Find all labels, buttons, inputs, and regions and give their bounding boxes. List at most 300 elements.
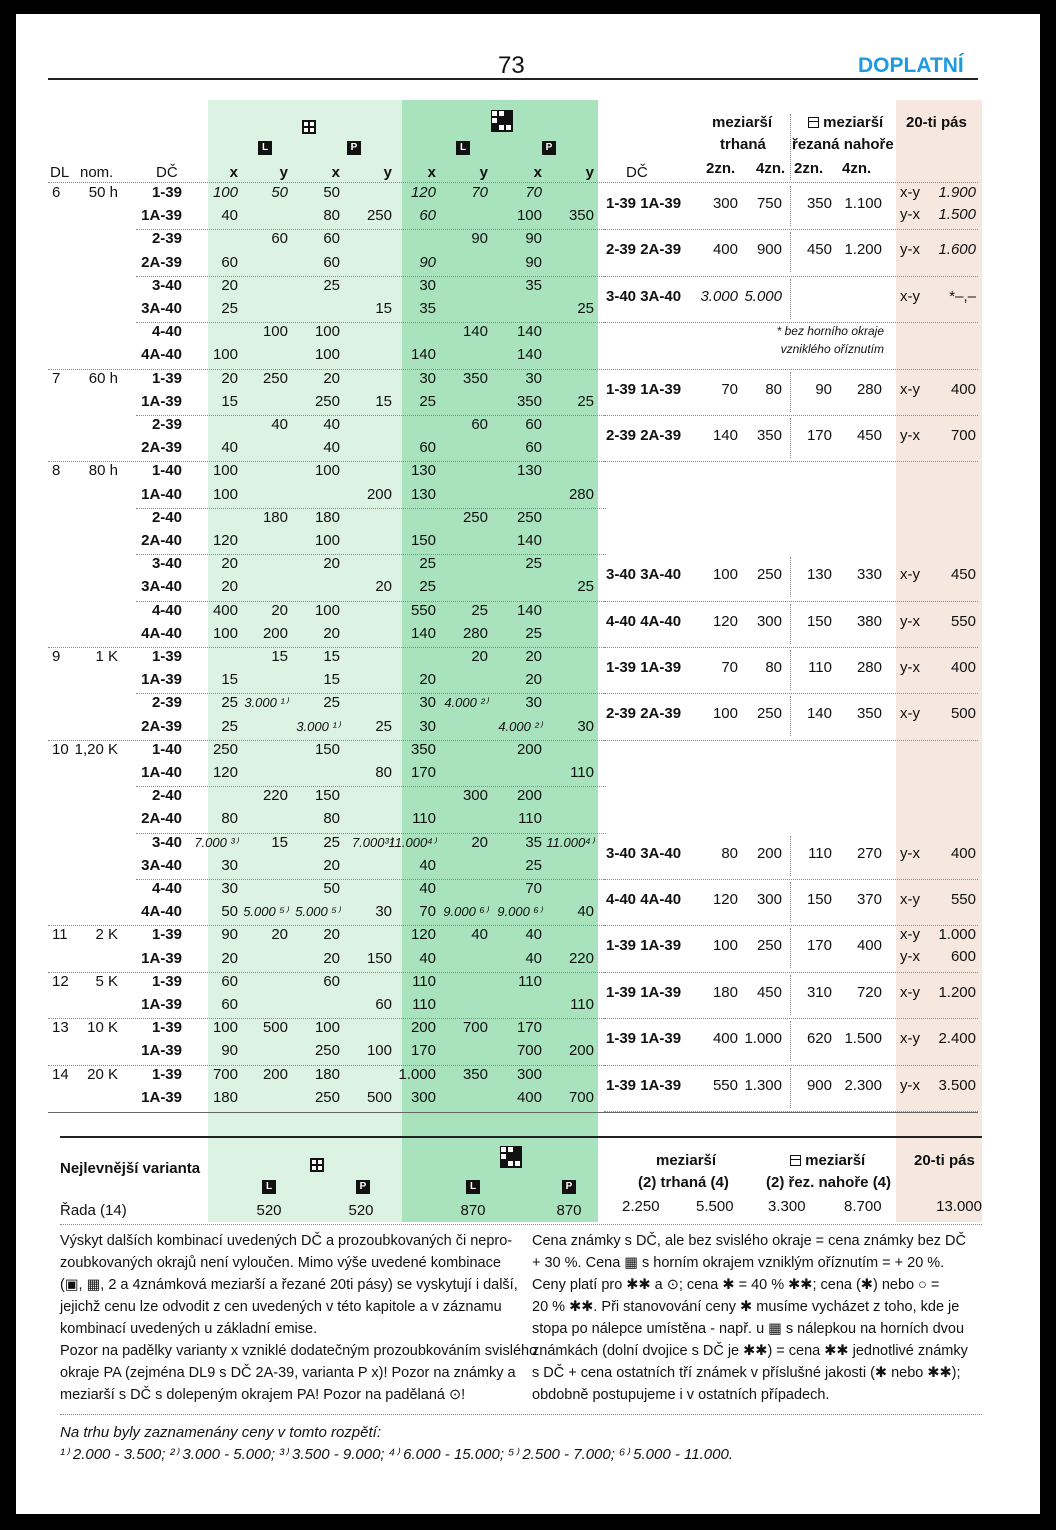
right-row-rule bbox=[604, 647, 978, 648]
right-dc: 2-39 2A-39 bbox=[606, 241, 682, 259]
right-margin-icon: P bbox=[562, 1180, 576, 1194]
cell-value: 30 bbox=[419, 694, 436, 712]
cell-value: 4.000 ²⁾ bbox=[498, 718, 542, 734]
cell-value: 80 bbox=[375, 764, 392, 781]
cheapest-rez-2: (2) řez. nahoře (4) bbox=[766, 1174, 892, 1191]
right-margin-icon: P bbox=[356, 1180, 370, 1194]
row-nom: 80 h bbox=[88, 462, 118, 480]
pas-orientation: x-y bbox=[900, 184, 920, 201]
col-2zn-b: 2zn. bbox=[794, 160, 824, 177]
pas-value: 1.600 bbox=[938, 241, 976, 259]
right-dc: 1-39 1A-39 bbox=[606, 195, 682, 212]
col-4zn-b: 4zn. bbox=[842, 160, 872, 177]
cell-value: 140 bbox=[516, 601, 542, 619]
cell-value: 140 bbox=[410, 624, 436, 642]
cell-value: 100 bbox=[262, 323, 288, 341]
cell-value: 40 bbox=[323, 439, 340, 457]
row-dc: 2A-40 bbox=[141, 810, 182, 828]
cheapest-label: Nejlevnější varianta bbox=[60, 1160, 201, 1177]
cell-value: 60 bbox=[323, 253, 340, 271]
right-row-rule bbox=[604, 1018, 978, 1019]
cell-value: 25 bbox=[221, 694, 238, 712]
right-row-rule bbox=[604, 1065, 978, 1066]
cell-value: 20 bbox=[221, 555, 238, 573]
col-x: x bbox=[331, 164, 340, 181]
cell-value: 90 bbox=[525, 253, 542, 271]
note-line: jejichž cenu lze odvodit z cen uvedených v této kapitole a v záznamu bbox=[60, 1299, 502, 1315]
cell-value: 40 bbox=[525, 949, 542, 967]
rez-2zn-value: 450 bbox=[806, 241, 832, 259]
row-dc: 1A-40 bbox=[141, 764, 182, 781]
cell-value: 170 bbox=[516, 1019, 542, 1037]
mezi-2zn-value: 300 bbox=[712, 195, 738, 212]
right-divider bbox=[790, 882, 791, 922]
cell-value: 40 bbox=[271, 416, 288, 433]
cell-value: 180 bbox=[262, 508, 288, 526]
mezi-4zn-value: 450 bbox=[756, 983, 782, 1001]
right-dc: 4-40 4A-40 bbox=[606, 612, 682, 630]
cell-value: 25 bbox=[221, 717, 238, 735]
market-ranges: ¹⁾ 2.000 - 3.500; ²⁾ 3.000 - 5.000; ³⁾ 3.500 - 9.000; ⁴⁾ 6.000 - 15.000; ⁵⁾ 2.500 - 7.000; ⁶⁾ 5.000 - 11.000. bbox=[60, 1446, 733, 1463]
note-line: + 30 %. Cena ▦ s horním okrajem vzniklým oříznutím = + 20 %. bbox=[532, 1255, 945, 1271]
cell-value: 100 bbox=[314, 601, 340, 619]
rez-4zn-value: 330 bbox=[856, 566, 882, 584]
right-divider bbox=[790, 557, 791, 597]
right-divider bbox=[790, 186, 791, 226]
cheapest-m2: 2.250 bbox=[622, 1198, 660, 1215]
page-number: 73 bbox=[498, 52, 525, 79]
cell-value: 70 bbox=[525, 880, 542, 897]
cell-value: 700 bbox=[516, 1042, 542, 1060]
mezi-2zn-value: 80 bbox=[721, 844, 738, 862]
row-dc: 1-39 bbox=[151, 648, 182, 665]
cell-value: 550 bbox=[410, 601, 436, 619]
cell-value: 30 bbox=[419, 276, 436, 294]
cell-value: 50 bbox=[323, 880, 340, 897]
rez-2zn-value: 150 bbox=[806, 612, 832, 630]
cell-value: 60 bbox=[471, 416, 488, 433]
cell-value: 15 bbox=[271, 833, 288, 851]
pas-value: 400 bbox=[950, 380, 976, 398]
mezi-4zn-value: 1.300 bbox=[744, 1076, 782, 1094]
cell-value: 90 bbox=[419, 253, 436, 271]
gutter-pair-icon bbox=[808, 117, 819, 128]
note-line: obdobně postupujeme i v ostatních případech. bbox=[532, 1387, 830, 1403]
right-row-rule bbox=[604, 601, 978, 602]
cell-value: 140 bbox=[516, 532, 542, 549]
row-nom: 1 K bbox=[95, 648, 118, 665]
cell-value: 20 bbox=[221, 578, 238, 596]
cell-value: 20 bbox=[323, 856, 340, 874]
gutter-pair-icon bbox=[790, 1155, 801, 1166]
cell-value: 140 bbox=[516, 346, 542, 364]
cell-value: 150 bbox=[314, 740, 340, 758]
col-y: y bbox=[279, 164, 288, 181]
row-dl: 7 bbox=[52, 369, 61, 387]
pas-value: 700 bbox=[950, 427, 976, 444]
row-dl: 14 bbox=[52, 1065, 69, 1083]
mezi-title: meziarší bbox=[712, 114, 773, 131]
cell-value: 140 bbox=[462, 323, 488, 341]
cell-value: 40 bbox=[221, 207, 238, 225]
row-dc: 1-39 bbox=[151, 1065, 182, 1083]
mezi-4zn-value: 350 bbox=[756, 427, 782, 444]
cell-value: 180 bbox=[314, 508, 340, 526]
cheapest-r2: 3.300 bbox=[768, 1198, 806, 1215]
col-dc: DČ bbox=[156, 164, 178, 181]
mezi-rez-title bbox=[808, 114, 883, 132]
right-divider bbox=[790, 418, 791, 458]
pas-value: 1.000 bbox=[938, 926, 976, 944]
right-dc: 3-40 3A-40 bbox=[606, 844, 682, 862]
cell-value: 25 bbox=[323, 276, 340, 294]
row-dl: 11 bbox=[52, 926, 68, 944]
cell-value: 30 bbox=[221, 880, 238, 897]
rez-4zn-value: 380 bbox=[856, 612, 882, 630]
cell-value: 180 bbox=[314, 1065, 340, 1083]
cell-value: 3.000 ¹⁾ bbox=[244, 695, 288, 711]
pas-orientation: y-x bbox=[900, 844, 920, 862]
rez-4zn-value: 1.100 bbox=[844, 195, 882, 212]
row-dl: 6 bbox=[52, 184, 61, 201]
row-dc: 1-39 bbox=[151, 369, 182, 387]
cell-value: 350 bbox=[568, 207, 594, 225]
cell-value: 9.000 ⁶⁾ bbox=[497, 904, 542, 920]
cell-value: 700 bbox=[462, 1019, 488, 1037]
right-divider bbox=[790, 696, 791, 736]
cell-value: 25 bbox=[577, 578, 594, 596]
cell-value: 25 bbox=[525, 624, 542, 642]
right-row-rule bbox=[604, 276, 978, 277]
cheapest-pas: 20-ti pás bbox=[914, 1152, 975, 1169]
right-row-rule bbox=[604, 415, 978, 416]
pair-icon bbox=[302, 120, 316, 134]
cell-value: 60 bbox=[419, 439, 436, 457]
rez-2zn-value: 620 bbox=[806, 1030, 832, 1048]
cell-value: 25 bbox=[525, 555, 542, 573]
cell-value: 40 bbox=[323, 416, 340, 433]
cell-value: 110 bbox=[412, 972, 436, 990]
pas-orientation: x-y bbox=[900, 705, 920, 723]
cell-value: 350 bbox=[462, 369, 488, 387]
col-x: x bbox=[229, 164, 238, 181]
cell-value: 20 bbox=[471, 648, 488, 665]
right-divider bbox=[790, 836, 791, 876]
pas-orientation: x-y bbox=[900, 380, 920, 398]
cell-value: 100 bbox=[212, 184, 238, 201]
note-line: Pozor na padělky varianty x vzniklé dodatečným prozoubkováním svislého bbox=[60, 1343, 538, 1359]
pas-orientation: x-y bbox=[900, 287, 920, 305]
cell-value: 25 bbox=[471, 601, 488, 619]
row-dc: 2A-39 bbox=[141, 717, 182, 735]
cell-value: 100 bbox=[212, 485, 238, 503]
note-line: Výskyt dalších kombinací uvedených DČ a prozoubkovaných či nepro- bbox=[60, 1233, 513, 1249]
cell-value: 15 bbox=[221, 671, 238, 689]
pas-value: 550 bbox=[950, 612, 976, 630]
cell-value: 200 bbox=[516, 740, 542, 758]
right-divider bbox=[790, 928, 791, 968]
row-dc: 1A-39 bbox=[141, 1088, 182, 1106]
left-margin-icon: L bbox=[466, 1180, 480, 1194]
cell-value: 500 bbox=[366, 1088, 392, 1106]
mezi-2zn-value: 70 bbox=[721, 659, 738, 676]
pair-icon bbox=[310, 1158, 324, 1172]
cell-value: 250 bbox=[314, 1042, 340, 1060]
cell-value: 7.000 ³⁾ bbox=[194, 834, 238, 850]
cell-value: 250 bbox=[212, 740, 238, 758]
pas-value: 500 bbox=[950, 705, 976, 723]
right-dc: 1-39 1A-39 bbox=[606, 380, 682, 398]
cell-value: 20 bbox=[525, 671, 542, 689]
cell-value: 120 bbox=[212, 764, 238, 781]
cell-value: 250 bbox=[516, 508, 542, 526]
cell-value: 250 bbox=[314, 1088, 340, 1106]
cell-value: 220 bbox=[262, 787, 288, 805]
cell-value: 40 bbox=[419, 949, 436, 967]
header-rule bbox=[48, 78, 978, 80]
rez-2zn-value: 170 bbox=[806, 937, 832, 955]
cell-value: 120 bbox=[212, 532, 238, 549]
cell-value: 25 bbox=[323, 694, 340, 712]
cell-value: 130 bbox=[410, 462, 436, 480]
cell-value: 280 bbox=[568, 485, 594, 503]
row-dc: 1-40 bbox=[151, 462, 182, 480]
pas-value: 1.200 bbox=[938, 983, 976, 1001]
col-y: y bbox=[585, 164, 594, 181]
row-dc: 2A-39 bbox=[141, 253, 182, 271]
table-end-rule bbox=[48, 1112, 978, 1113]
mezi-4zn-value: 1.000 bbox=[744, 1030, 782, 1048]
mezi-4zn-value: 80 bbox=[765, 380, 782, 398]
cell-value: 9.000 ⁶⁾ bbox=[443, 904, 488, 920]
cell-value: 100 bbox=[212, 624, 238, 642]
col-nom: nom. bbox=[80, 164, 114, 181]
row-dc: 2A-39 bbox=[141, 439, 182, 457]
rez-2zn-value: 90 bbox=[815, 380, 832, 398]
pas-orientation: y-x bbox=[900, 427, 920, 444]
cell-value: 120 bbox=[410, 184, 436, 201]
row-nom: 10 K bbox=[87, 1019, 118, 1037]
cell-value: 60 bbox=[221, 996, 238, 1013]
row-nom: 20 K bbox=[87, 1065, 118, 1083]
cell-value: 20 bbox=[375, 578, 392, 596]
pas-orientation: y-x bbox=[900, 1076, 920, 1094]
cell-value: 20 bbox=[323, 369, 340, 387]
right-dc: 1-39 1A-39 bbox=[606, 937, 682, 955]
mezi-4zn-value: 300 bbox=[756, 891, 782, 908]
note-line: (▣, ▦, 2 a 4známková meziarší a řezané 20ti pásy) se vyskytují i další, bbox=[60, 1277, 518, 1293]
right-dc: 3-40 3A-40 bbox=[606, 287, 682, 305]
cell-value: 60 bbox=[375, 996, 392, 1013]
notes-right bbox=[532, 1230, 992, 1406]
cell-value: 110 bbox=[570, 996, 594, 1013]
cell-value: 120 bbox=[410, 926, 436, 944]
pas-value: 2.400 bbox=[938, 1030, 976, 1048]
cell-value: 350 bbox=[462, 1065, 488, 1083]
mezi-4zn-value: 200 bbox=[756, 844, 782, 862]
right-margin-icon: P bbox=[347, 141, 361, 155]
note-line: Cena známky s DČ, ale bez svislého okraje = cena známky bez DČ bbox=[532, 1233, 966, 1249]
block-of-four-icon bbox=[491, 110, 513, 132]
cell-value: 4.000 ²⁾ bbox=[444, 695, 488, 711]
right-divider bbox=[790, 975, 791, 1015]
row-dl: 9 bbox=[52, 648, 61, 665]
cell-value: 15 bbox=[323, 671, 340, 689]
mezi-4zn-value: 900 bbox=[756, 241, 782, 259]
pas-orientation: y-x bbox=[900, 241, 920, 259]
cheapest-rez-label: meziarší bbox=[801, 1152, 866, 1169]
cell-value: 130 bbox=[516, 462, 542, 480]
cell-value: 35 bbox=[419, 300, 436, 317]
mezi-2zn-value: 100 bbox=[712, 705, 738, 723]
right-dc: 1-39 1A-39 bbox=[606, 983, 682, 1001]
mezi-4zn-value: 250 bbox=[756, 566, 782, 584]
cell-value: 15 bbox=[323, 648, 340, 665]
row-dc: 4-40 bbox=[151, 323, 182, 341]
cell-value: 700 bbox=[568, 1088, 594, 1106]
right-row-rule bbox=[604, 972, 978, 973]
rez-2zn-value: 170 bbox=[806, 427, 832, 444]
cell-value: 90 bbox=[221, 926, 238, 944]
pas-value: 1.500 bbox=[938, 206, 976, 223]
cell-value: 140 bbox=[410, 346, 436, 364]
row-dc: 1A-39 bbox=[141, 949, 182, 967]
cell-value: 170 bbox=[410, 764, 436, 781]
cell-value: 30 bbox=[419, 717, 436, 735]
cell-value: 150 bbox=[410, 532, 436, 549]
cell-value: 20 bbox=[323, 949, 340, 967]
pas-orientation: x-y bbox=[900, 983, 920, 1001]
cell-value: 20 bbox=[471, 833, 488, 851]
cell-value: 110 bbox=[518, 810, 542, 828]
cell-value: 250 bbox=[366, 207, 392, 225]
row-nom: 60 h bbox=[88, 369, 118, 387]
row-dc: 4A-40 bbox=[141, 346, 182, 364]
pas-orientation: y-x bbox=[900, 612, 920, 630]
cell-value: 20 bbox=[271, 601, 288, 619]
cell-value: 400 bbox=[212, 601, 238, 619]
rez-4zn-value: 280 bbox=[856, 380, 882, 398]
cell-value: 25 bbox=[419, 392, 436, 410]
left-margin-icon: L bbox=[258, 141, 272, 155]
cheapest-top-rule bbox=[60, 1136, 982, 1138]
cheapest-rez bbox=[790, 1152, 865, 1170]
left-margin-icon: L bbox=[456, 141, 470, 155]
mezi-2zn-value: 120 bbox=[712, 891, 738, 908]
right-row-rule bbox=[604, 693, 978, 694]
cheapest-bottom-rule bbox=[60, 1224, 982, 1225]
cell-value: 250 bbox=[262, 369, 288, 387]
cell-value: 15 bbox=[271, 648, 288, 665]
cell-value: 60 bbox=[221, 972, 238, 990]
rez-2zn-value: 110 bbox=[808, 844, 832, 862]
note-line: Ceny platí pro ✱✱ a ⊙; cena ✱ = 40 % ✱✱; cena (✱) nebo ○ = bbox=[532, 1277, 940, 1293]
cheapest-L1: 520 bbox=[256, 1202, 282, 1219]
cheapest-mezi: meziarší bbox=[656, 1152, 717, 1169]
header-divider bbox=[790, 114, 791, 180]
row-dc: 2A-40 bbox=[141, 532, 182, 549]
cell-value: 180 bbox=[212, 1088, 238, 1106]
row-dc: 4-40 bbox=[151, 880, 182, 897]
cheapest-pas-value: 13.000 bbox=[936, 1198, 982, 1215]
row-dc: 2-40 bbox=[151, 508, 182, 526]
mezi-2zn-value: 70 bbox=[721, 380, 738, 398]
cell-value: 5.000 ⁵⁾ bbox=[243, 904, 288, 920]
cell-value: 100 bbox=[366, 1042, 392, 1060]
row-dc: 1A-39 bbox=[141, 671, 182, 689]
cell-value: 5.000 ⁵⁾ bbox=[295, 904, 340, 920]
row-dc: 1-39 bbox=[151, 972, 182, 990]
cell-value: 60 bbox=[323, 972, 340, 990]
rez-4zn-value: 720 bbox=[856, 983, 882, 1001]
cell-value: 20 bbox=[323, 624, 340, 642]
note-line: meziarší s DČ s dolepeným okrajem PA! Pozor na padělaná ⊙! bbox=[60, 1387, 466, 1403]
row-dl: 10 bbox=[52, 740, 69, 758]
right-dc: 2-39 2A-39 bbox=[606, 427, 682, 444]
right-margin-icon: P bbox=[542, 141, 556, 155]
right-row-rule bbox=[604, 461, 978, 462]
mezi-2zn-value: 400 bbox=[712, 1030, 738, 1048]
row-dc: 1A-39 bbox=[141, 392, 182, 410]
cell-value: 150 bbox=[314, 787, 340, 805]
note-line: s DČ + cena ostatních tří známek v příslušné jakosti (✱ nebo ✱✱); bbox=[532, 1365, 961, 1381]
mezi-2zn-value: 120 bbox=[712, 612, 738, 630]
rez-4zn-value: 1.200 bbox=[844, 241, 882, 259]
cell-value: 80 bbox=[323, 810, 340, 828]
catalog-page bbox=[16, 14, 1040, 1514]
right-dc: 1-39 1A-39 bbox=[606, 1076, 682, 1094]
row-dc: 4A-40 bbox=[141, 903, 182, 921]
note-line: kombinací uvedených u základní emise. bbox=[60, 1321, 318, 1337]
row-dc: 1-39 bbox=[151, 926, 182, 944]
row-dc: 2-39 bbox=[151, 694, 182, 712]
col-y: y bbox=[383, 164, 392, 181]
cell-value: 30 bbox=[525, 694, 542, 712]
cell-value: 25 bbox=[323, 833, 340, 851]
cell-value: 100 bbox=[212, 1019, 238, 1037]
cell-value: 80 bbox=[221, 810, 238, 828]
rez-4zn-value: 270 bbox=[856, 844, 882, 862]
cell-value: 50 bbox=[221, 903, 238, 921]
rez-2zn-value: 140 bbox=[806, 705, 832, 723]
rez-4zn-value: 280 bbox=[856, 659, 882, 676]
cell-value: 350 bbox=[516, 392, 542, 410]
cheapest-L2: 870 bbox=[460, 1202, 486, 1219]
right-divider bbox=[790, 1068, 791, 1108]
note-line: známkách (dolní dvojice s DČ je ✱✱) = cena ✱✱ jednotlivé známky bbox=[532, 1343, 968, 1359]
cell-value: 7.000³⁾ bbox=[351, 834, 392, 850]
row-nom: 50 h bbox=[88, 184, 118, 201]
pas-orientation: y-x bbox=[900, 948, 920, 966]
section-title: DOPLATNÍ bbox=[858, 54, 964, 77]
cell-value: 200 bbox=[262, 624, 288, 642]
col-2zn: 2zn. bbox=[706, 160, 736, 177]
cell-value: 70 bbox=[471, 184, 488, 201]
cheapest-P2: 870 bbox=[556, 1202, 582, 1219]
cell-value: 100 bbox=[314, 323, 340, 341]
cell-value: 200 bbox=[262, 1065, 288, 1083]
cell-value: 60 bbox=[271, 230, 288, 248]
rez-4zn-value: 1.500 bbox=[844, 1030, 882, 1048]
row-dc: 3-40 bbox=[151, 555, 182, 573]
cell-value: 50 bbox=[323, 184, 340, 201]
col-x: x bbox=[427, 164, 436, 181]
row-dc: 3A-40 bbox=[141, 578, 182, 596]
cell-value: 15 bbox=[375, 300, 392, 317]
right-dc: 1-39 1A-39 bbox=[606, 1030, 682, 1048]
row-dc: 1A-39 bbox=[141, 1042, 182, 1060]
mezi-4zn-value: 80 bbox=[765, 659, 782, 676]
